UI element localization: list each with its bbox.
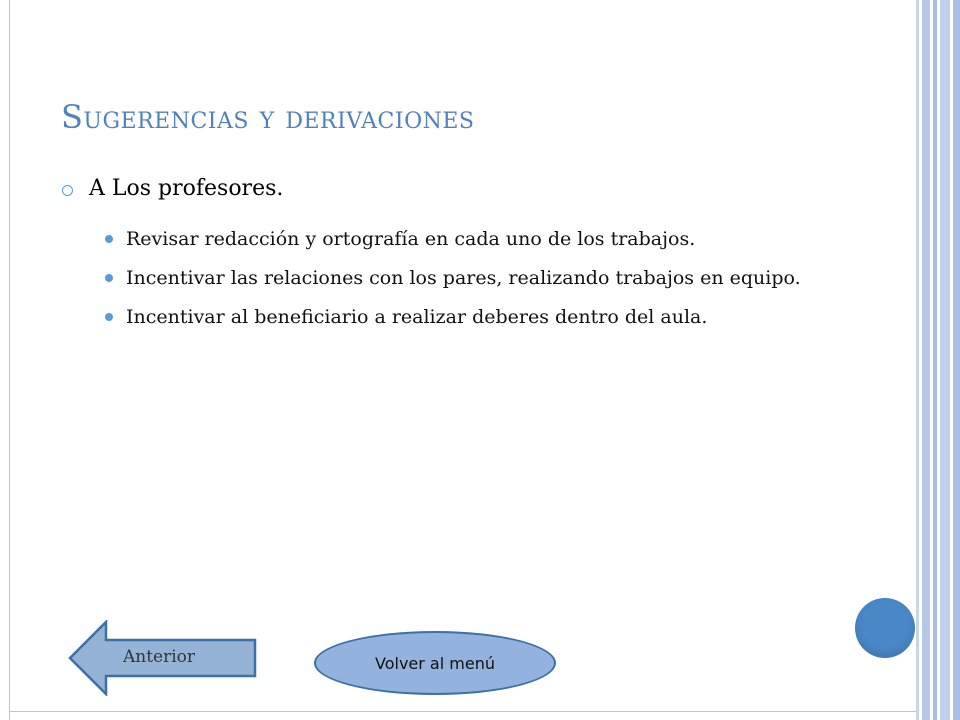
dot-bullet-icon xyxy=(105,313,113,321)
list-item xyxy=(105,224,805,254)
back-button-label: Anterior xyxy=(123,647,196,667)
slide-title: Sugerencias y derivaciones xyxy=(61,98,475,136)
dot-bullet-icon xyxy=(105,235,113,243)
list-item xyxy=(105,302,805,332)
decorative-circle xyxy=(855,598,915,658)
back-button[interactable] xyxy=(68,620,258,696)
level1-bullet-item xyxy=(62,176,283,201)
decorative-stripes xyxy=(916,0,960,720)
dot-bullet-icon xyxy=(105,274,113,282)
list-item-text: Incentivar al beneficiario a realizar deberes dentro del aula. xyxy=(126,306,708,328)
frame-bottom-line xyxy=(9,711,917,712)
list-item xyxy=(105,263,805,293)
back-to-menu-button[interactable] xyxy=(314,631,556,695)
heading-text: A Los profesores. xyxy=(89,176,284,201)
frame-left-line xyxy=(9,0,10,720)
bullet-list xyxy=(105,224,805,341)
ring-bullet-icon xyxy=(62,185,73,196)
list-item-text: Incentivar las relaciones con los pares, realizando trabajos en equipo. xyxy=(126,267,801,289)
menu-button-label: Volver al menú xyxy=(375,653,495,673)
list-item-text: Revisar redacción y ortografía en cada uno de los trabajos. xyxy=(126,228,696,250)
